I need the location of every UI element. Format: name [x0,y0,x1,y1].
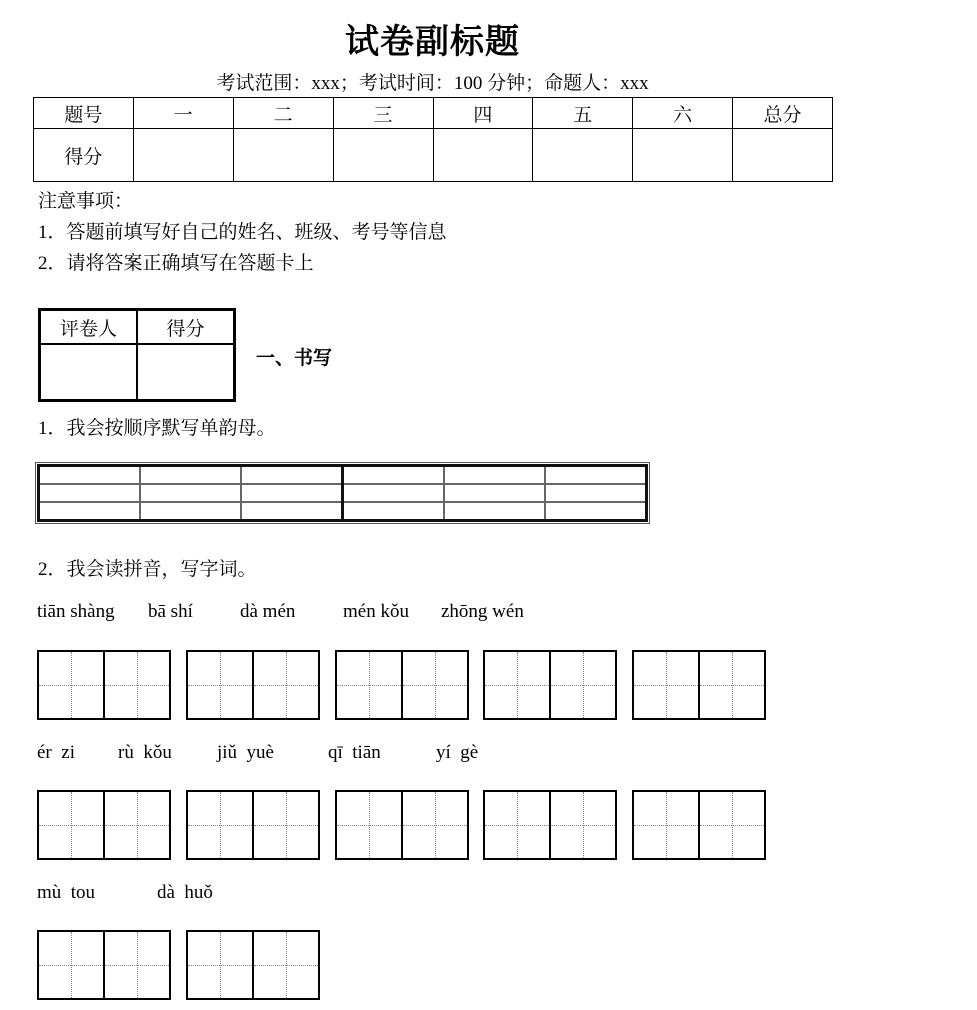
tianzige-cell[interactable] [483,790,551,860]
tianzige-cell[interactable] [37,650,105,720]
grid-cell[interactable] [39,502,141,521]
grid-cell[interactable] [39,466,141,485]
tianzige-cell[interactable] [105,930,171,1000]
tianzige-box-group [632,790,766,856]
grid-cell[interactable] [545,466,647,485]
grid-cell[interactable] [241,466,343,485]
grader-score-header: 得分 [137,310,235,345]
grid-cell[interactable] [241,484,343,502]
grid-cell[interactable] [39,484,141,502]
pinyin-word: tiān shàng [37,601,115,622]
score-header: 二 [233,98,333,129]
tianzige-cell[interactable] [335,650,403,720]
tianzige-box-group [632,650,766,716]
tianzige-cell[interactable] [37,790,105,860]
score-row-label: 得分 [34,129,134,182]
pinyin-word: yí gè [436,742,479,763]
tianzige-box-group [186,930,320,996]
tianzige-cell[interactable] [632,650,700,720]
grid-cell[interactable] [343,502,445,521]
section-title: 一、书写 [256,347,333,369]
tianzige-box-group [483,790,617,856]
pinyin-word: rù kǒu [118,742,172,763]
tianzige-box-group [335,790,469,856]
score-header: 五 [533,98,633,129]
tianzige-cell[interactable] [186,930,254,1000]
tianzige-box-group [335,650,469,716]
page-title: 试卷副标题 [345,22,520,62]
pinyin-word: mù tou [37,882,96,903]
grid-cell[interactable] [444,502,545,521]
grid-cell[interactable] [444,466,545,485]
pinyin-word: dà mén [240,601,296,622]
tianzige-cell[interactable] [37,930,105,1000]
score-table [33,97,833,182]
tianzige-cell[interactable] [551,650,617,720]
tianzige-cell[interactable] [403,650,469,720]
tianzige-cell[interactable] [254,790,320,860]
grid-cell[interactable] [140,502,241,521]
grader-table [38,308,236,402]
grid-cell[interactable] [343,484,445,502]
note-item: 2．请将答案正确填写在答题卡上 [38,253,314,274]
grader-cell[interactable] [40,344,138,401]
tianzige-cell[interactable] [254,930,320,1000]
tianzige-cell[interactable] [335,790,403,860]
tianzige-cell[interactable] [254,650,320,720]
grid-cell[interactable] [241,502,343,521]
score-header: 总分 [733,98,833,129]
grader-header: 评卷人 [40,310,138,345]
grid-cell[interactable] [343,466,445,485]
tianzige-cell[interactable] [700,650,766,720]
tianzige-box-group [186,650,320,716]
grid-cell[interactable] [140,466,241,485]
grader-score-cell[interactable] [137,344,235,401]
tianzige-cell[interactable] [551,790,617,860]
score-header: 三 [333,98,433,129]
notes-heading: 注意事项： [38,191,134,212]
grid-cell[interactable] [444,484,545,502]
score-cell[interactable] [633,129,733,182]
grid-cell[interactable] [545,484,647,502]
score-cell[interactable] [733,129,833,182]
score-cell[interactable] [233,129,333,182]
score-header: 六 [633,98,733,129]
tianzige-box-group [37,650,171,716]
pinyin-word: dà huǒ [157,882,213,903]
tianzige-cell[interactable] [403,790,469,860]
score-header: 一 [133,98,233,129]
tianzige-box-group [37,930,171,996]
pinyin-word: bā shí [148,601,193,622]
tianzige-cell[interactable] [186,650,254,720]
tianzige-box-group [186,790,320,856]
score-header: 四 [433,98,533,129]
pinyin-word: qī tiān [328,742,381,763]
pinyin-word: jiǔ yuè [217,742,274,763]
score-cell[interactable] [533,129,633,182]
tianzige-cell[interactable] [186,790,254,860]
pinyin-word: ér zi [37,742,75,763]
tianzige-cell[interactable] [483,650,551,720]
pinyin-word: mén kǒu [343,601,409,622]
question-2: 2．我会读拼音，写字词。 [38,559,257,580]
question-1: 1．我会按顺序默写单韵母。 [38,418,276,439]
tianzige-box-group [483,650,617,716]
score-cell[interactable] [333,129,433,182]
score-cell[interactable] [433,129,533,182]
tianzige-cell[interactable] [632,790,700,860]
tianzige-cell[interactable] [700,790,766,860]
grid-cell[interactable] [545,502,647,521]
tianzige-cell[interactable] [105,650,171,720]
note-item: 1．答题前填写好自己的姓名、班级、考号等信息 [38,222,447,243]
pinyin-word: zhōng wén [441,601,524,622]
score-cell[interactable] [133,129,233,182]
tianzige-box-group [37,790,171,856]
score-header: 题号 [34,98,134,129]
grid-cell[interactable] [140,484,241,502]
exam-info: 考试范围：xxx；考试时间：100 分钟；命题人：xxx [216,73,649,94]
vowel-writing-grid [37,464,648,522]
tianzige-cell[interactable] [105,790,171,860]
